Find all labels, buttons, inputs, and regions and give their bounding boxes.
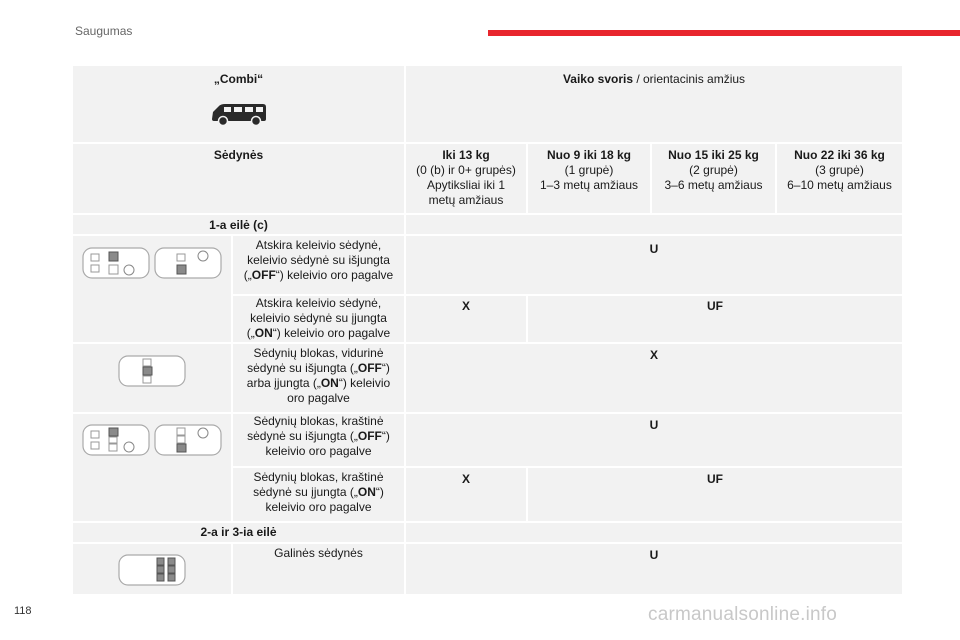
group-line: metų amžiaus (428, 193, 504, 207)
group-line: (3 grupė) (815, 163, 864, 177)
desc-line: Atskira keleivio sėdynė, (255, 296, 382, 310)
desc-line: keleivio oro pagalve (265, 500, 372, 514)
value-cell (406, 414, 902, 466)
group-cell (406, 144, 526, 213)
weight-header-cell (406, 66, 902, 142)
group-title: Iki 13 kg (442, 148, 490, 162)
desc-bold: ON (254, 326, 273, 340)
desc-line (233, 376, 404, 391)
row2-label: 2-a ir 3-ia eilė (200, 525, 277, 539)
desc-line: keleivio sėdynė su išjungta (247, 253, 390, 267)
desc-line: Atskira keleivio sėdynė, (255, 238, 382, 252)
desc-bold: OFF (357, 429, 382, 443)
value: U (649, 548, 659, 562)
desc-line: Sėdynių blokas, kraštinė (253, 414, 384, 428)
desc-text: sėdynė su įjungta („ (253, 485, 358, 499)
desc-line: oro pagalve (287, 391, 350, 405)
desc-line: Sėdynių blokas, kraštinė (253, 470, 384, 484)
car-top-view-icon (153, 423, 223, 457)
value: X (461, 472, 470, 486)
seat-diagram (73, 414, 231, 521)
value-cell (406, 296, 526, 342)
group-cell (777, 144, 902, 213)
desc-bold: OFF (251, 268, 276, 282)
van-side-icon (73, 101, 404, 127)
group-line: (1 grupė) (564, 163, 614, 177)
value-cell (406, 236, 902, 294)
child-seat-table (73, 66, 902, 594)
desc-line: keleivio sėdynė su įjungta (250, 311, 387, 325)
seat-description (233, 236, 404, 294)
group-line: (2 grupė) (689, 163, 738, 177)
desc-bold: ON (320, 376, 339, 390)
section-title: Saugumas (75, 24, 133, 38)
desc-line (233, 429, 404, 444)
value: X (461, 299, 470, 313)
value-cell (406, 468, 526, 521)
desc-text: “) (381, 429, 390, 443)
desc-text: („ (243, 268, 252, 282)
weight-header-bold: Vaiko svoris (562, 72, 633, 86)
value: X (649, 348, 658, 362)
row-section-label (73, 523, 404, 542)
seat-description (233, 414, 404, 466)
desc-line: keleivio oro pagalve (265, 444, 372, 458)
car-top-view-icon (117, 553, 187, 587)
desc-text: “) keleivio (338, 376, 391, 390)
desc-line (233, 485, 404, 500)
value: UF (707, 299, 723, 313)
group-line: 1–3 metų amžiaus (539, 178, 639, 192)
value-cell (406, 544, 902, 594)
group-line: Apytiksliai iki 1 (426, 178, 506, 192)
value-cell (406, 344, 902, 412)
desc-line (233, 326, 404, 341)
desc-line (233, 361, 404, 376)
desc-line: Galinės sėdynės (274, 546, 363, 560)
vehicle-label: „Combi“ (213, 72, 264, 86)
weight-header-rest: / orientacinis amžius (633, 72, 746, 86)
group-title: Nuo 22 iki 36 kg (794, 148, 885, 162)
desc-text: “) keleivio oro pagalve (275, 268, 394, 282)
group-title: Nuo 15 iki 25 kg (668, 148, 759, 162)
row-section-label (73, 215, 404, 234)
group-title: Nuo 9 iki 18 kg (546, 148, 632, 162)
seats-header: Sėdynės (213, 148, 264, 162)
group-cell (528, 144, 650, 213)
seat-description (233, 544, 404, 594)
header-accent-bar (488, 30, 960, 36)
value: U (649, 418, 659, 432)
desc-bold: ON (357, 485, 376, 499)
desc-text: “) (375, 485, 384, 499)
seats-header-cell (73, 144, 404, 213)
desc-line: Sėdynių blokas, vidurinė (253, 346, 384, 360)
car-top-view-icon (117, 354, 187, 388)
seat-description (233, 344, 404, 412)
desc-text: “) (381, 361, 390, 375)
seat-diagram (73, 344, 231, 412)
desc-bold: OFF (357, 361, 382, 375)
value: U (649, 242, 659, 256)
seat-description (233, 468, 404, 521)
car-top-view-icon (81, 423, 151, 457)
group-cell (652, 144, 775, 213)
group-line: (0 (b) ir 0+ grupės) (416, 163, 516, 177)
value: UF (707, 472, 723, 486)
watermark: carmanualsonline.info (648, 604, 838, 625)
desc-text: („ (246, 326, 255, 340)
desc-text: arba įjungta („ (246, 376, 321, 390)
desc-line (233, 268, 404, 283)
seat-description (233, 296, 404, 342)
page-number: 118 (14, 605, 32, 617)
car-top-view-icon (81, 246, 151, 280)
seat-diagram (73, 544, 231, 594)
seat-diagram (73, 236, 231, 342)
row1-label: 1-a eilė (c) (209, 218, 268, 232)
vehicle-header-cell (73, 66, 404, 142)
group-line: 6–10 metų amžiaus (787, 178, 892, 192)
desc-text: sėdynė su išjungta („ (247, 429, 358, 443)
car-top-view-icon (153, 246, 223, 280)
group-line: 3–6 metų amžiaus (664, 178, 763, 192)
value-cell (528, 296, 902, 342)
value-cell (528, 468, 902, 521)
desc-text: sėdynė su išjungta („ (247, 361, 358, 375)
desc-text: “) keleivio oro pagalve (272, 326, 391, 340)
